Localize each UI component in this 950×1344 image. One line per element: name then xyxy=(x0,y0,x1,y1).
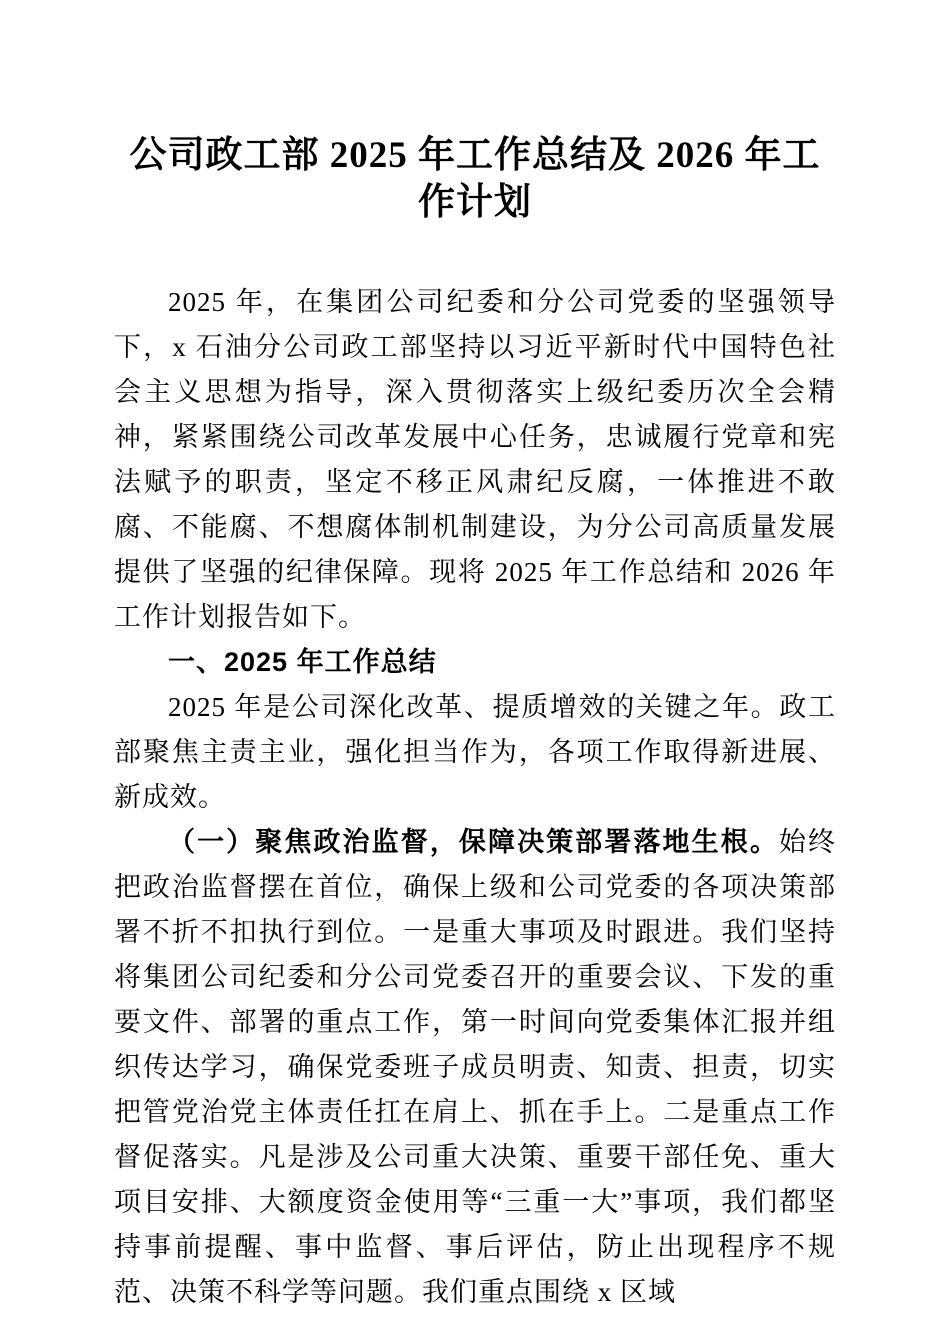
text-run: 始终把政治监督摆在首位，确保上级和公司党委的各项决策部署不折不扣执行到位。一是重大事项及时跟进。我们坚持将集团公司纪委和分公司党委召开的重要会议、下发的重要文件、部署的重点工作，第一时间向党委集体汇报并组织传达学习，确保党委班子成员明责、知责、担责，切实把管党治党主体责任扛在肩上、抓在手上。二是重点工作督促落实。凡是涉及公司重大决策、重要干部任免、重大项目安排、大额度资金使用等“三重一大”事项，我们都坚持事前提醒、事中监督、事后评估，防止出现程序不规范、决策不科学等问题。我们重点围绕 x 区域 xyxy=(114,827,837,1307)
bold-text-run: 一、2025 年工作总结 xyxy=(168,647,437,677)
text-run: 2025 年是公司深化改革、提质增效的关键之年。政工部聚焦主责主业，强化担当作为，各项工作取得新进展、新成效。 xyxy=(114,692,836,812)
document-title: 公司政工部 2025 年工作总结及 2026 年工作计划 xyxy=(129,135,821,223)
body-paragraph xyxy=(114,280,836,640)
section-heading xyxy=(114,640,836,685)
text-run: 2025 年，在集团公司纪委和分公司党委的坚强领导下，x 石油分公司政工部坚持以习近平新时代中国特色社会主义思想为指导，深入贯彻落实上级纪委历次全会精神，紧紧围绕公司改革发展中心任务，忠诚履行党章和宪法赋予的职责，坚定不移正风肃纪反腐，一体推进不敢腐、不能腐、不想腐体制机制建设，为分公司高质量发展提供了坚强的纪律保障。现将 2025 年工作总结和 2026 年工作计划报告如下。 xyxy=(114,287,836,632)
bold-text-run: （一）聚焦政治监督，保障决策部署落地生根。 xyxy=(168,827,779,857)
body-paragraph xyxy=(114,685,836,820)
document-body xyxy=(114,280,836,1315)
body-paragraph xyxy=(114,820,836,1315)
